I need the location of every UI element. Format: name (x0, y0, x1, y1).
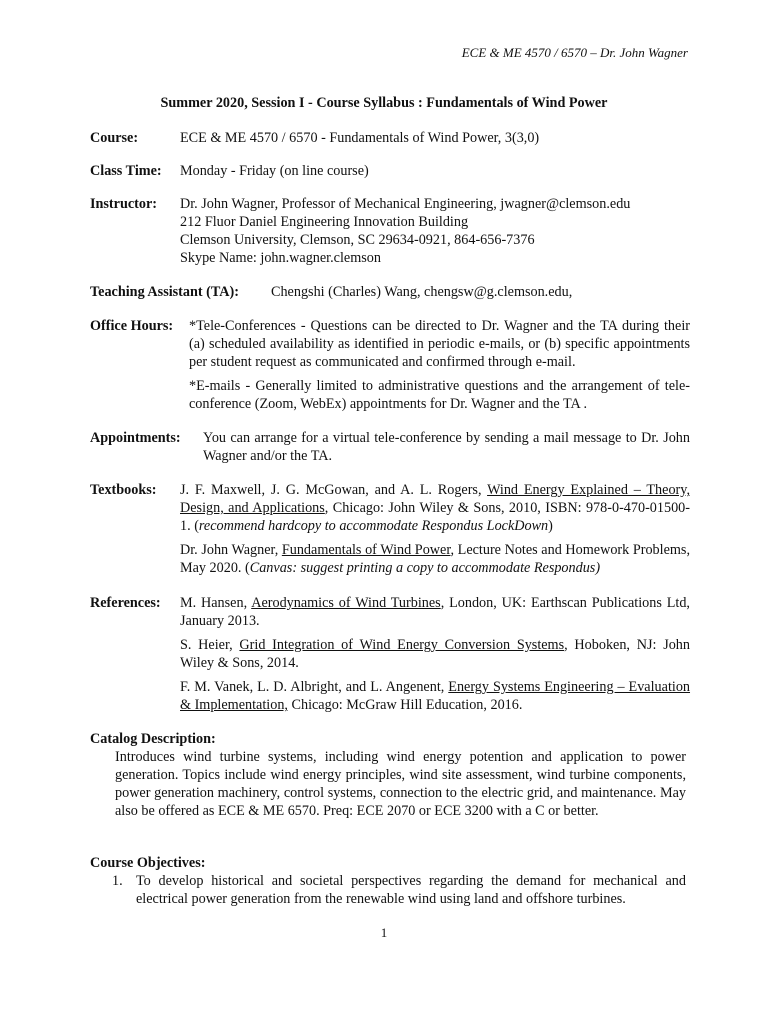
reference-2-title: Grid Integration of Wind Energy Conversion Systems (239, 637, 565, 653)
instructor-line-name: Dr. John Wagner, Professor of Mechanical Engineering, jwagner@clemson.edu (180, 196, 631, 212)
page-number: 1 (380, 925, 388, 940)
objective-text: To develop historical and societal perspectives regarding the demand for mechanical and electrical power generation from the renewable wind using land and offshore turbines. (136, 873, 686, 907)
instructor-line-address: Clemson University, Clemson, SC 29634-0921, 864-656-7376 (180, 232, 535, 248)
reference-entry-1 (180, 594, 690, 630)
textbooks-label: Textbooks: (90, 482, 157, 498)
reference-3-title: Energy Systems Engineering – Evaluation & Implementation, (180, 679, 691, 713)
reference-2-publisher: , Hoboken, NJ: John Wiley & Sons, 2014. (180, 637, 690, 671)
instructor-details (180, 195, 690, 267)
textbook-2-note: Canvas: suggest printing a copy to accommodate Respondus) (249, 560, 601, 576)
appointments-label: Appointments: (90, 430, 181, 446)
reference-1-title: Aerodynamics of Wind Turbines (251, 595, 441, 611)
objectives-list (112, 872, 686, 908)
ta-row (90, 283, 690, 301)
textbook-1-note: recommend hardcopy to accommodate Respondus LockDown (198, 518, 549, 534)
instructor-label: Instructor: (90, 196, 157, 212)
textbook-entry-1 (180, 481, 690, 535)
reference-entry-2 (180, 636, 690, 672)
textbook-1-close: ) (548, 518, 553, 534)
office-hours-row (90, 317, 690, 417)
reference-1-authors: M. Hansen, (180, 595, 252, 611)
textbook-1-authors: J. F. Maxwell, J. G. McGowan, and A. L. Rogers, (180, 482, 488, 498)
course-row (90, 129, 690, 147)
class-time-row (90, 162, 690, 180)
ta-label: Teaching Assistant (TA): (90, 284, 239, 300)
office-hours-body (189, 317, 690, 413)
course-value: ECE & ME 4570 / 6570 - Fundamentals of Wind Power, 3(3,0) (180, 130, 540, 146)
objectives-heading: Course Objectives: (90, 855, 206, 871)
class-time-value: Monday - Friday (on line course) (180, 163, 369, 179)
instructor-line-building: 212 Fluor Daniel Engineering Innovation Building (180, 214, 469, 230)
catalog-heading: Catalog Description: (90, 731, 216, 747)
textbooks-body (180, 481, 690, 577)
reference-2-authors: S. Heier, (180, 637, 240, 653)
ta-value: Chengshi (Charles) Wang, chengsw@g.clemson.edu, (271, 284, 573, 300)
references-label: References: (90, 595, 161, 611)
reference-1-publisher: , London, UK: Earthscan Publications Ltd, January 2013. (180, 595, 690, 629)
textbook-2-title: Fundamentals of Wind Power (281, 542, 451, 558)
running-header: ECE & ME 4570 / 6570 – Dr. John Wagner (461, 45, 688, 60)
office-hours-email: *E-mails - Generally limited to administrative questions and the arrangement of tele-conference (Zoom, WebEx) appointments for Dr. Wagner and the TA . (189, 378, 690, 412)
instructor-line-skype: Skype Name: john.wagner.clemson (180, 250, 381, 266)
textbook-2-details: , Lecture Notes and Homework Problems, May 2020. ( (180, 542, 690, 576)
list-item (112, 872, 686, 908)
textbook-entry-2 (180, 541, 690, 577)
textbook-2-authors: Dr. John Wagner, (180, 542, 282, 558)
course-label: Course: (90, 130, 139, 146)
references-row (90, 594, 690, 714)
office-hours-label: Office Hours: (90, 318, 174, 334)
objective-number: 1. (112, 873, 123, 889)
reference-entry-3 (180, 678, 690, 714)
office-hours-teleconference: *Tele-Conferences - Questions can be directed to Dr. Wagner and the TA during their (a) scheduled availability as identified in periodic e-mails, or (b) specific appointments per student request as communicated and confirmed through e-mail. (189, 318, 690, 370)
textbooks-row (90, 481, 690, 581)
textbook-1-publisher: , Chicago: John Wiley & Sons, 2010, ISBN: 978-0-470-01500-1. ( (180, 500, 690, 534)
reference-3-publisher: Chicago: McGraw Hill Education, 2016. (287, 697, 523, 713)
references-body (180, 594, 690, 714)
appointments-value: You can arrange for a virtual tele-conference by sending a mail message to Dr. John Wagner and/or the TA. (203, 430, 690, 464)
reference-3-authors: F. M. Vanek, L. D. Albright, and L. Angenent, (180, 679, 449, 695)
catalog-body: Introduces wind turbine systems, including wind energy potention and application to power generation. Topics include wind energy principles, wind site assessment, wind turbine components, power generation machinery, control systems, connection to the electric grid, and maintenance. May also be offered as ECE & ME 6570. Preq: ECE 2070 or ECE 3200 with a C or better. (115, 749, 686, 819)
class-time-label: Class Time: (90, 163, 162, 179)
page-title: Summer 2020, Session I - Course Syllabus : Fundamentals of Wind Power (160, 95, 608, 111)
appointments-row (90, 429, 690, 465)
textbook-1-title: Wind Energy Explained – Theory, Design, and Applications (180, 482, 690, 516)
instructor-row (90, 195, 690, 267)
